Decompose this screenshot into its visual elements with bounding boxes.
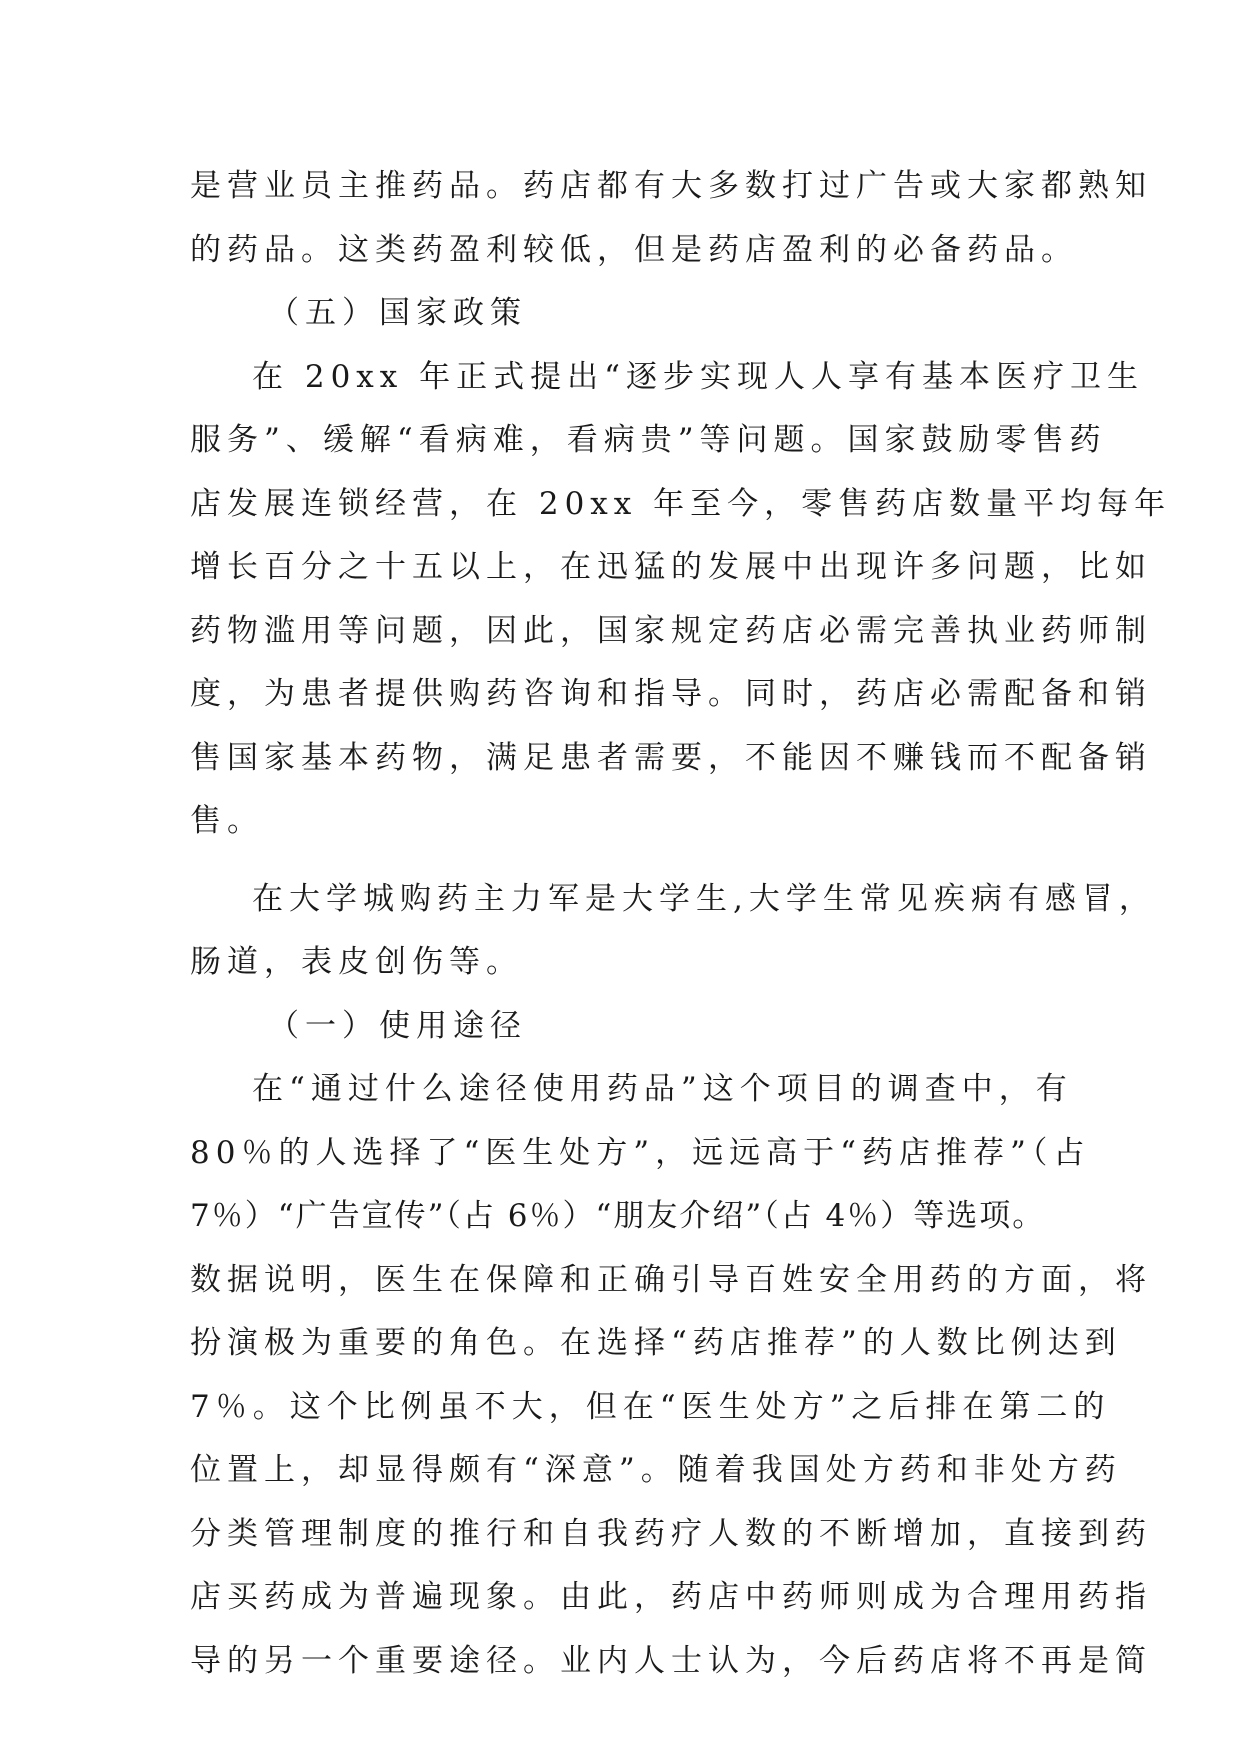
text-line: 分类管理制度的推行和自我药疗人数的不断增加，直接到药 [190, 1515, 1152, 1552]
text-line: 药物滥用等问题，因此，国家规定药店必需完善执业药师制 [190, 612, 1152, 649]
paragraph-gap [190, 854, 1070, 868]
text-line: 7％。这个比例虽不大，但在“医生处方”之后排在第二的 [190, 1388, 1111, 1425]
text-line: 售。 [190, 803, 264, 839]
text-line: 增长百分之十五以上，在迅猛的发展中出现许多问题，比如 [190, 549, 1152, 585]
text-line: 80％的人选择了“医生处方”，远远高于“药店推荐”（占 [190, 1134, 1091, 1171]
text-line: 度，为患者提供购药咨询和指导。同时，药店必需配备和销 [190, 676, 1152, 712]
paragraph-first-line: 在“通过什么途径使用药品”这个项目的调查中，有 [252, 1071, 1073, 1107]
document-page [190, 155, 1172, 1693]
text-line: 肠道，表皮创伤等。 [190, 944, 523, 980]
text-line: 扮演极为重要的角色。在选择“药店推荐”的人数比例达到 [190, 1325, 1122, 1361]
paragraph-first-line: 在大学城购药主力军是大学生,大学生常见疾病有感冒， [252, 880, 1156, 917]
text-line: 位置上，却显得颇有“深意”。随着我国处方药和非处方药 [190, 1452, 1122, 1488]
text-line: 数据说明，医生在保障和正确引导百姓安全用药的方面，将 [190, 1261, 1152, 1298]
text-line: 售国家基本药物，满足患者需要，不能因不赚钱而不配备销 [190, 739, 1152, 776]
text-line: 导的另一个重要途径。业内人士认为，今后药店将不再是简 [190, 1642, 1152, 1679]
section-heading-policy: （五）国家政策 [268, 295, 527, 331]
paragraph-first-line: 在 20xx 年正式提出“逐步实现人人享有基本医疗卫生 [252, 358, 1144, 395]
text-line: 服务”、缓解“看病难，看病贵”等问题。国家鼓励零售药 [190, 422, 1107, 458]
text-line: 7％）“广告宣传”（占 6％）“朋友介绍”（占 4％）等选项。 [190, 1198, 1046, 1234]
text-line: 是营业员主推药品。药店都有大多数打过广告或大家都熟知 [190, 168, 1152, 204]
text-line: 店发展连锁经营，在 20xx 年至今，零售药店数量平均每年 [190, 485, 1172, 522]
section-heading-usage: （一）使用途径 [268, 1007, 527, 1044]
text-line: 店买药成为普遍现象。由此，药店中药师则成为合理用药指 [190, 1579, 1152, 1615]
text-line: 的药品。这类药盈利较低，但是药店盈利的必备药品。 [190, 231, 1078, 268]
